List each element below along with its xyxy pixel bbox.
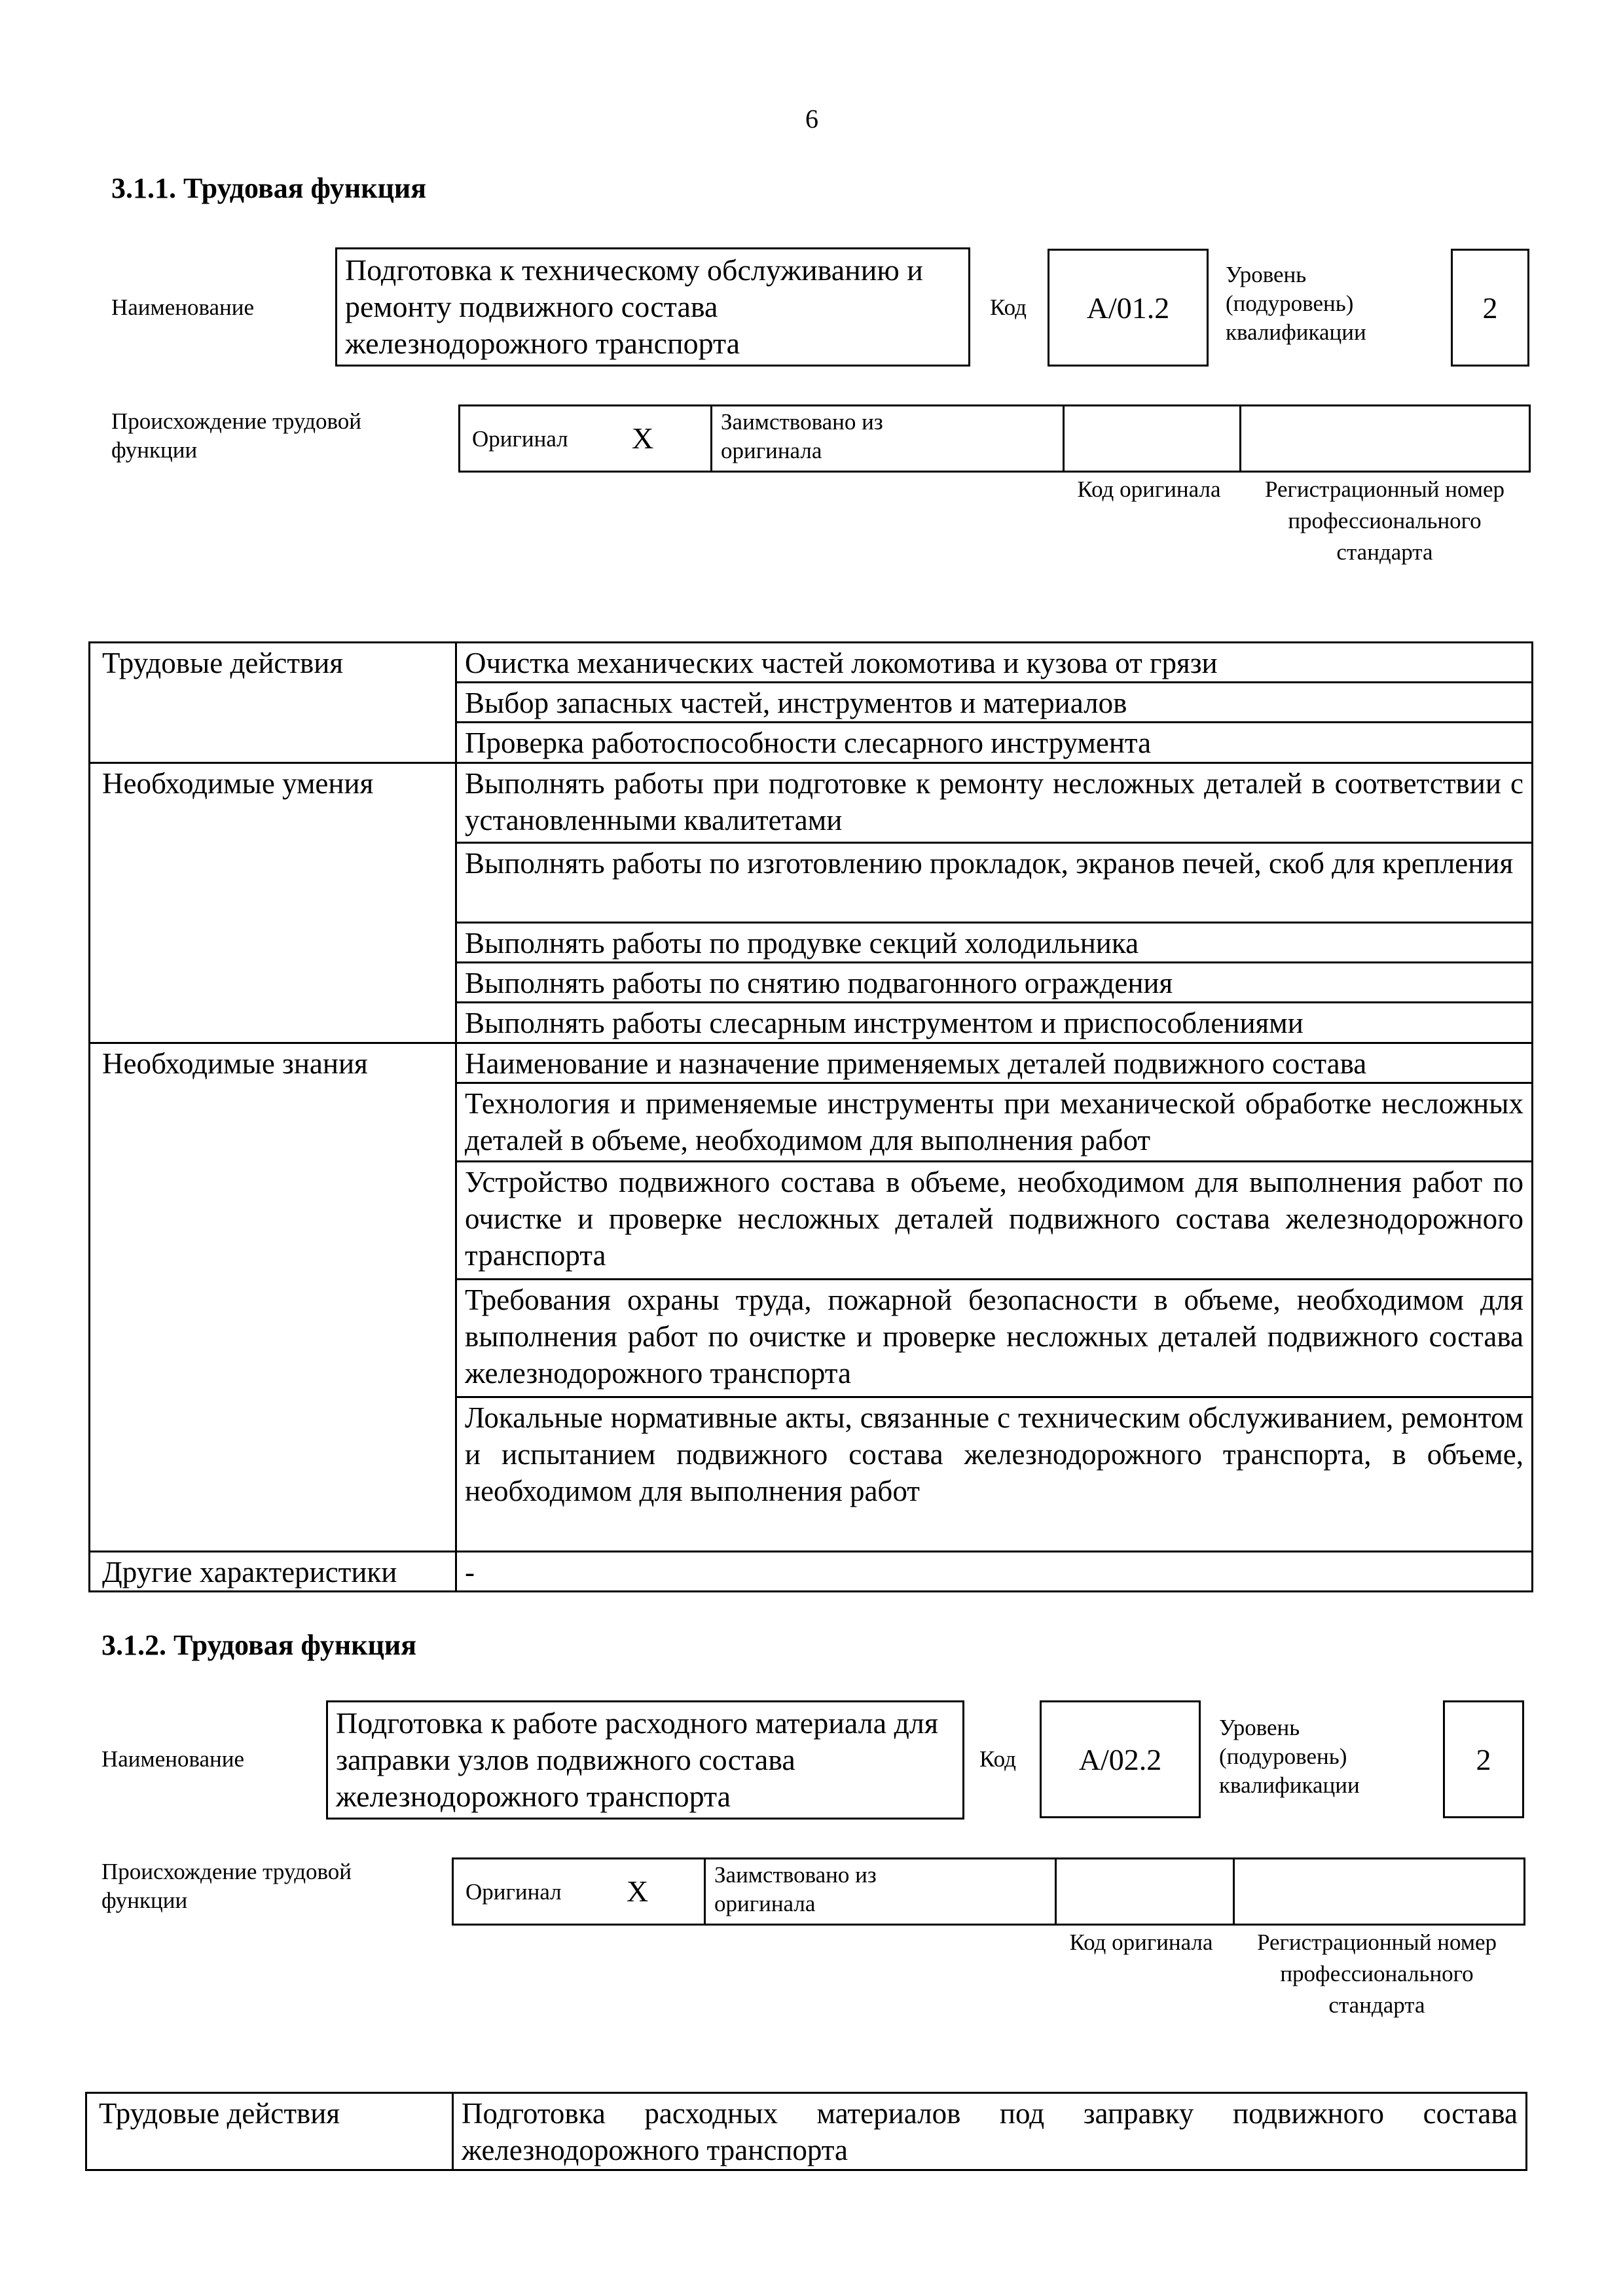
caption-code-original: Код оригинала <box>1077 476 1221 502</box>
level-box: 2 <box>1451 249 1529 367</box>
table-cell: Выполнять работы при подготовке к ремонту несложных деталей в соответствии с установленными квалитетами <box>456 763 1533 843</box>
row-head: Необходимые умения <box>90 763 456 1043</box>
name-label: Наименование <box>111 295 255 320</box>
name-label: Наименование <box>101 1746 245 1772</box>
origin-original-label: Оригинал <box>472 426 568 452</box>
caption-code-original: Код оригинала <box>1069 1929 1213 1955</box>
table-cell: Выполнять работы слесарным инструментом и приспособлениями <box>456 1003 1533 1043</box>
row-head: Трудовые действия <box>90 643 456 763</box>
caption-reg-number: Регистрационный номер профессионального стандарта <box>1264 476 1505 565</box>
code-box: A/01.2 <box>1048 249 1209 367</box>
table-cell: Выполнять работы по продувке секций холодильника <box>456 923 1533 963</box>
origin-original-label: Оригинал <box>465 1879 562 1905</box>
table-cell: Устройство подвижного состава в объеме, необходимом для выполнения работ по очистке и проверке несложных деталей подвижного состава железнодорожного транспорта <box>456 1162 1533 1280</box>
divider <box>1055 1859 1057 1925</box>
section-title: 3.1.1. Трудовая функция <box>111 172 427 204</box>
level-label: Уровень (подуровень) квалификации <box>1226 262 1366 345</box>
function-name-box: Подготовка к техническому обслуживанию и ремонту подвижного состава железнодорожного транспорта <box>335 247 970 367</box>
divider <box>704 1859 706 1925</box>
table-cell: - <box>456 1552 1533 1592</box>
table-cell: Выполнять работы по снятию подвагонного ограждения <box>456 963 1533 1003</box>
code-box: A/02.2 <box>1040 1700 1201 1818</box>
code-label: Код <box>990 295 1027 320</box>
origin-mark: X <box>632 422 654 455</box>
origin-label: Происхождение трудовой функции <box>111 408 362 463</box>
origin-row <box>452 1857 1525 1926</box>
table-cell: Требования охраны труда, пожарной безопасности в объеме, необходимом для выполнения работ по очистке и проверке несложных деталей подвижного состава железнодорожного транспорта <box>456 1280 1533 1397</box>
divider <box>1233 1859 1235 1925</box>
table-cell: Наименование и назначение применяемых деталей подвижного состава <box>456 1043 1533 1083</box>
section-title: 3.1.2. Трудовая функция <box>101 1629 417 1661</box>
divider <box>710 406 712 472</box>
origin-label: Происхождение трудовой функции <box>101 1859 352 1913</box>
code-label: Код <box>979 1746 1016 1772</box>
table-cell: Технология и применяемые инструменты при механической обработке несложных деталей в объеме, необходимом для выполнения работ <box>456 1083 1533 1162</box>
page-number: 6 <box>805 104 818 134</box>
divider <box>1063 406 1065 472</box>
table-cell: Подготовка расходных материалов под заправку подвижного состава железнодорожного транспорта <box>453 2093 1527 2170</box>
row-head: Необходимые знания <box>90 1043 456 1552</box>
origin-mark: X <box>627 1874 649 1908</box>
divider <box>1239 406 1241 472</box>
borrowed-label: Заимствовано из оригинала <box>721 409 883 463</box>
level-label: Уровень (подуровень) квалификации <box>1219 1715 1360 1798</box>
row-head: Другие характеристики <box>90 1552 456 1592</box>
function-table <box>88 641 1533 1592</box>
table-cell: Выбор запасных частей, инструментов и материалов <box>456 683 1533 723</box>
table-cell: Очистка механических частей локомотива и кузова от грязи <box>456 643 1533 683</box>
table-cell: Локальные нормативные акты, связанные с техническим обслуживанием, ремонтом и испытанием подвижного состава железнодорожного транспорта, в объеме, необходимом для выполнения работ <box>456 1397 1533 1552</box>
table-cell: Выполнять работы по изготовлению прокладок, экранов печей, скоб для крепления <box>456 843 1533 923</box>
level-box: 2 <box>1443 1700 1524 1818</box>
borrowed-label: Заимствовано из оригинала <box>714 1862 877 1916</box>
row-head: Трудовые действия <box>86 2093 453 2170</box>
function-table <box>85 2092 1527 2171</box>
table-cell: Проверка работоспособности слесарного инструмента <box>456 723 1533 763</box>
origin-row <box>458 404 1531 473</box>
caption-reg-number: Регистрационный номер профессионального стандарта <box>1256 1929 1497 2018</box>
function-name-box: Подготовка к работе расходного материала для заправки узлов подвижного состава железнодорожного транспорта <box>326 1700 964 1820</box>
